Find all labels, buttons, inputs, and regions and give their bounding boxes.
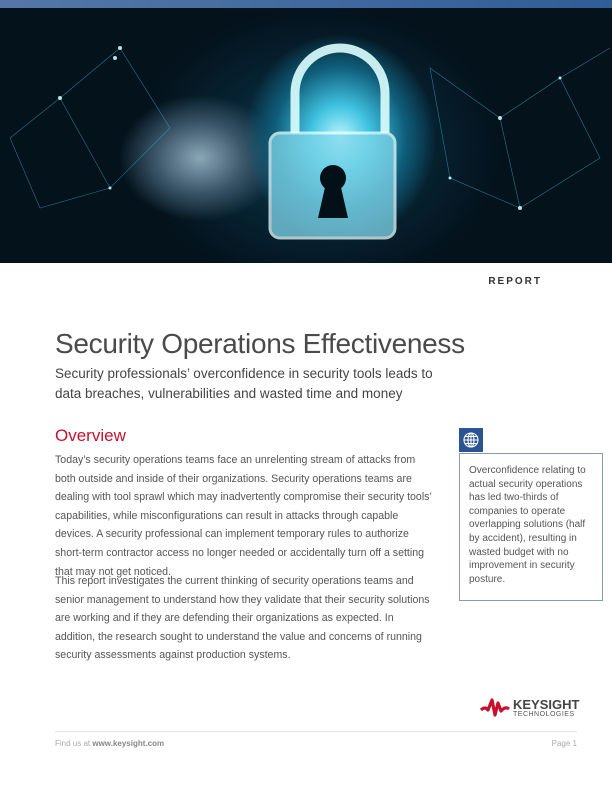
footer-url-link[interactable]: www.keysight.com <box>92 739 165 748</box>
overview-paragraph: This report investigates the current thinking of security operations teams and senior management to understand how they validate that their security solutions are working and if they are defending their organizations as expected. In addition, the research sought to understand the value and concerns of running security assessments against production systems. <box>55 575 430 662</box>
globe-icon <box>459 428 483 452</box>
page-title: Security Operations Effectiveness <box>55 328 465 359</box>
footer-divider <box>55 731 577 732</box>
page-subtitle: Security professionals’ overconfidence in security tools leads to data breaches, vulnerabilities and wasted time and money <box>55 366 433 401</box>
keysight-wave-icon <box>480 697 510 719</box>
footer-prefix: Find us at <box>55 739 93 748</box>
document-type-label: REPORT <box>488 276 542 287</box>
padlock-network-illustration <box>0 8 612 263</box>
overview-paragraph: Today’s security operations teams face an unrelenting stream of attacks from both outside and inside of their organizations. Security operations teams are dealing with tool sprawl which may inadvertently compromise their security tools’ capabilities, while misconfigurations can result in attacks through capable devices. A security professional can implement temporary rules to authorize short-term contractor access no longer needed or accidentally turn off a setting that may not get noticed. <box>55 454 432 578</box>
logo-name: KEYSIGHT <box>513 697 580 712</box>
page-number: Page 1 <box>551 739 577 748</box>
keysight-logo[interactable] <box>480 697 579 719</box>
footer-find-us <box>55 739 164 748</box>
top-bar <box>0 0 612 8</box>
hero-image-padlock <box>0 8 612 263</box>
callout-box: Overconfidence relating to actual security operations has led two-thirds of companies to operate overlapping solutions (half by accident), resulting in wasted budget with no improvement in security posture. <box>459 453 603 601</box>
section-heading-overview: Overview <box>55 426 126 445</box>
logo-subtitle: TECHNOLOGIES <box>513 711 575 718</box>
